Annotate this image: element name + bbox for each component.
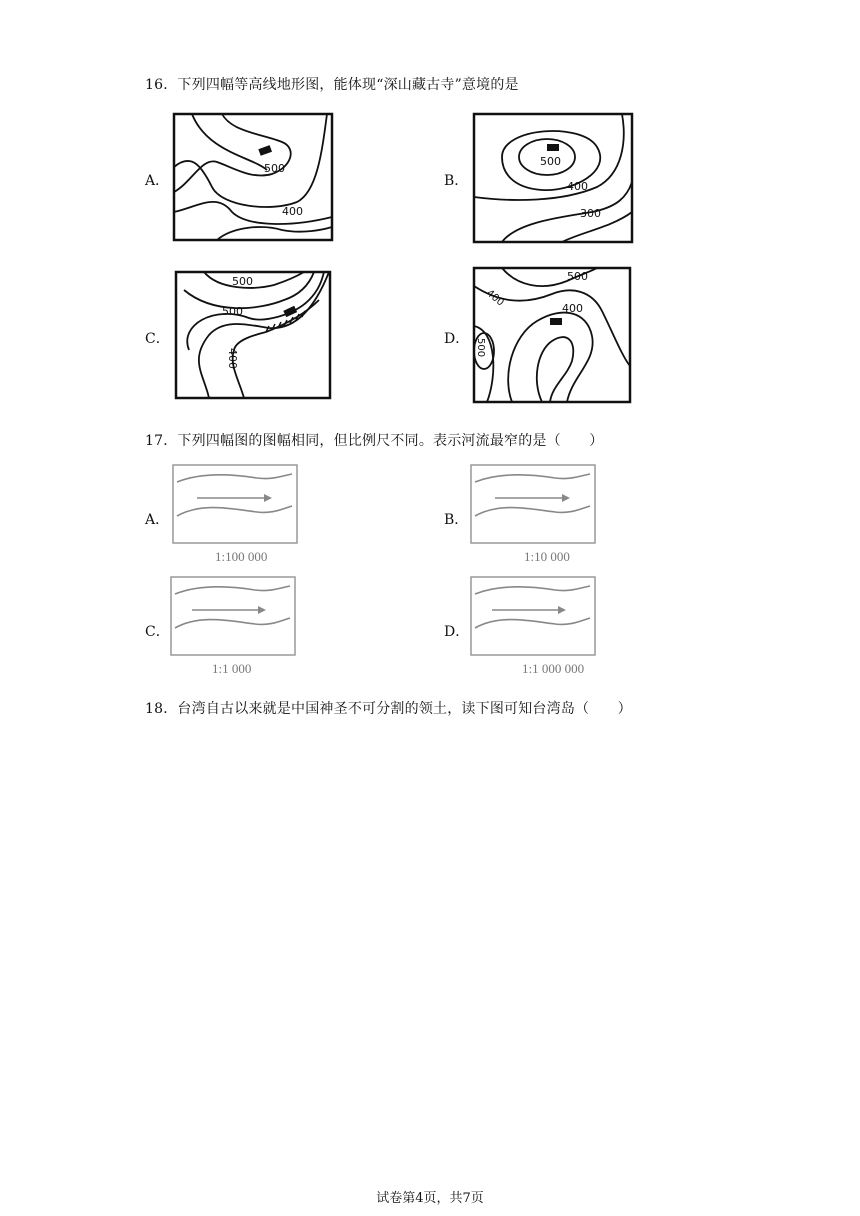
q16d-contour-label-3: 400 — [484, 287, 506, 309]
q16a-contour-label-2: 400 — [282, 205, 303, 218]
q16d-contour-label-4: 500 — [475, 338, 486, 358]
q16-option-b-label: B． — [444, 173, 469, 189]
q17-option-d-scale: 1:1 000 000 — [522, 661, 585, 676]
page-footer: 试卷第4页，共7页 — [376, 1191, 484, 1206]
q17-option-b-label: B． — [444, 512, 469, 528]
q17-option-b-scale: 1:10 000 — [524, 549, 570, 564]
q16d-contour-label-2: 400 — [562, 302, 583, 315]
q16c-contour-label-1: 500 — [232, 275, 253, 288]
q17-option-c-river-map — [170, 576, 296, 656]
q16-option-b-contour-map — [472, 112, 634, 244]
q17-option-d-river-map — [470, 576, 596, 656]
q16c-contour-label-2: 500 — [222, 305, 243, 318]
q16-option-a-label: A． — [145, 173, 170, 189]
question-18-text: 18．台湾自古以来就是中国神圣不可分割的领土，读下图可知台湾岛（ ） — [145, 701, 632, 717]
q16-option-a-contour-map — [172, 112, 334, 242]
q16a-contour-label-1: 500 — [264, 162, 285, 175]
q16b-contour-label-1: 500 — [540, 155, 561, 168]
q16-option-d-label: D． — [444, 331, 470, 347]
q17-option-c-label: C． — [145, 624, 170, 640]
q16-option-d-contour-map — [472, 266, 632, 404]
q17-option-c-scale: 1:1 000 — [212, 661, 252, 676]
q17-option-a-river-map — [172, 464, 298, 544]
q17-option-d-label: D． — [444, 624, 470, 640]
q16d-contour-label-1: 500 — [567, 270, 588, 283]
question-17-text: 17．下列四幅图的图幅相同，但比例尺不同。表示河流最窄的是（ ） — [145, 433, 604, 449]
q16b-contour-label-2: 400 — [567, 180, 588, 193]
q16-option-c-contour-map — [174, 270, 332, 400]
q17-option-a-scale: 1:100 000 — [215, 549, 268, 564]
question-16-text: 16．下列四幅等高线地形图，能体现“深山藏古寺”意境的是 — [145, 77, 519, 93]
q17-option-a-label: A． — [145, 512, 170, 528]
q16c-contour-label-3: 400 — [226, 348, 239, 369]
q16b-contour-label-3: 300 — [580, 207, 601, 220]
q17-option-b-river-map — [470, 464, 596, 544]
q16-option-c-label: C． — [145, 331, 170, 347]
